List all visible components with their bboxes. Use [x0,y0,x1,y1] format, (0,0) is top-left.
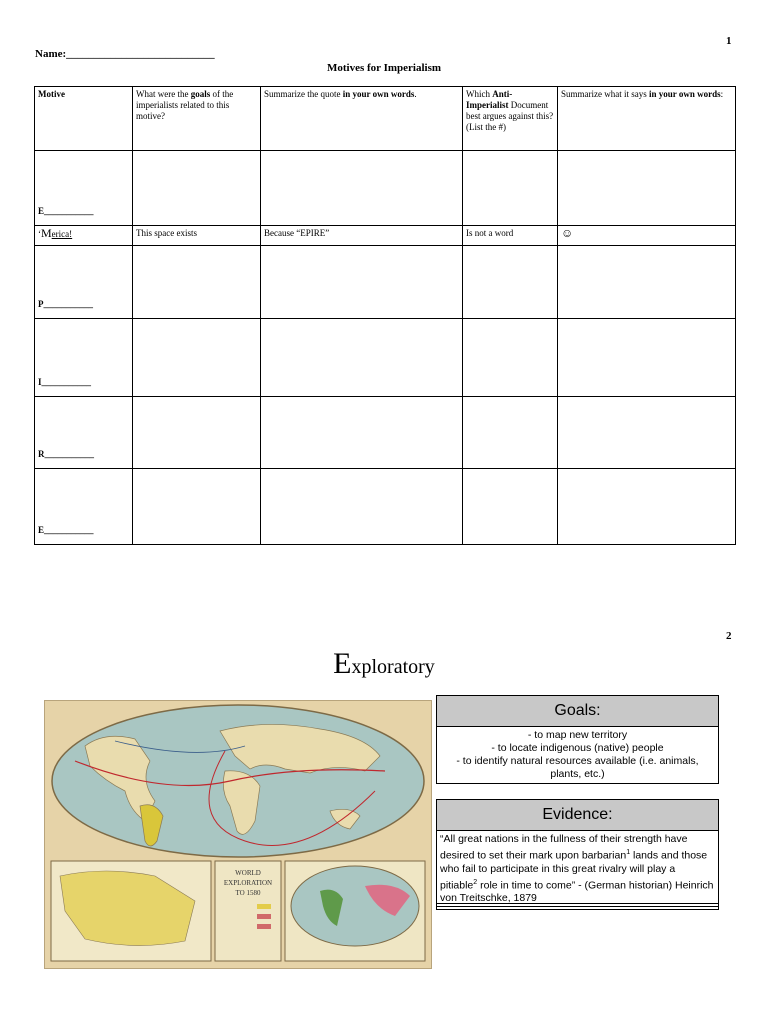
anti-cell[interactable] [463,151,558,226]
table-row [35,469,736,545]
table-row [35,397,736,469]
header-goals: What were the goals of the imperialists related to this motive? [133,87,261,151]
quote-cell[interactable] [261,397,463,469]
motive-letter-cell: E___________ [35,469,133,545]
goal-item: - to identify natural resources available (i.e. animals, plants, etc.) [456,755,699,780]
anti-cell[interactable] [463,319,558,397]
merica-row [35,226,736,246]
motives-table [34,86,736,545]
header-anti-imperialist: Which Anti-Imperialist Document best argues against this? (List the #) [463,87,558,151]
summary-cell[interactable] [558,397,736,469]
motive-letter-cell: E___________ [35,151,133,226]
goals-cell[interactable] [133,397,261,469]
smiley-icon: ☺ [558,226,736,246]
goals-cell[interactable] [133,319,261,397]
section-heading: Exploratory [333,647,435,680]
quote-cell[interactable] [261,151,463,226]
merica-cell: ‘Merica! [35,226,133,246]
header-quote: Summarize the quote in your own words. [261,87,463,151]
table-header-row [35,87,736,151]
evidence-bottom-border [436,903,719,907]
quote-cell[interactable] [261,246,463,319]
goals-heading: Goals: [437,696,718,727]
evidence-quote: “All great nations in the fullness of their strength have desired to set their mark upon barbarian$^1$ lands and those who fail to participate in this great rivalry will play a pitiable$^2$ role in time to come” - (German historian) Heinrich von Treitschke, 1879 [440,833,714,904]
goal-item: - to locate indigenous (native) people [491,742,664,754]
name-line [35,48,215,60]
table-row [35,319,736,397]
page-number: 2 [726,630,732,642]
svg-text:WORLD: WORLD [235,869,261,877]
quote-cell[interactable] [261,319,463,397]
name-blank: ___________________________ [66,48,215,60]
goals-box [436,695,719,784]
goals-cell[interactable] [133,469,261,545]
merica-col4: Is not a word [463,226,558,246]
merica-col2: This space exists [133,226,261,246]
page-number: 1 [726,35,732,47]
summary-cell[interactable] [558,151,736,226]
goals-cell[interactable] [133,246,261,319]
summary-cell[interactable] [558,319,736,397]
goal-item: - to map new territory [527,729,628,741]
motive-letter-cell: R___________ [35,397,133,469]
motive-letter-cell: I___________ [35,319,133,397]
world-exploration-map [44,700,432,969]
header-motive: Motive [35,87,133,151]
summary-cell[interactable] [558,469,736,545]
name-label: Name: [35,48,67,60]
table-row [35,246,736,319]
goals-cell[interactable] [133,151,261,226]
motive-letter-cell: P___________ [35,246,133,319]
page-title: Motives for Imperialism [326,62,442,74]
merica-col3: Because “EPIRE” [261,226,463,246]
header-summarize: Summarize what it says in your own words: [558,87,736,151]
goals-list [437,727,718,783]
anti-cell[interactable] [463,246,558,319]
summary-cell[interactable] [558,246,736,319]
anti-cell[interactable] [463,469,558,545]
svg-text:TO 1580: TO 1580 [235,889,261,897]
evidence-heading: Evidence: [437,800,718,831]
anti-cell[interactable] [463,397,558,469]
evidence-box [436,799,719,910]
svg-text:EXPLORATION: EXPLORATION [223,879,273,887]
quote-cell[interactable] [261,469,463,545]
table-row [35,151,736,226]
